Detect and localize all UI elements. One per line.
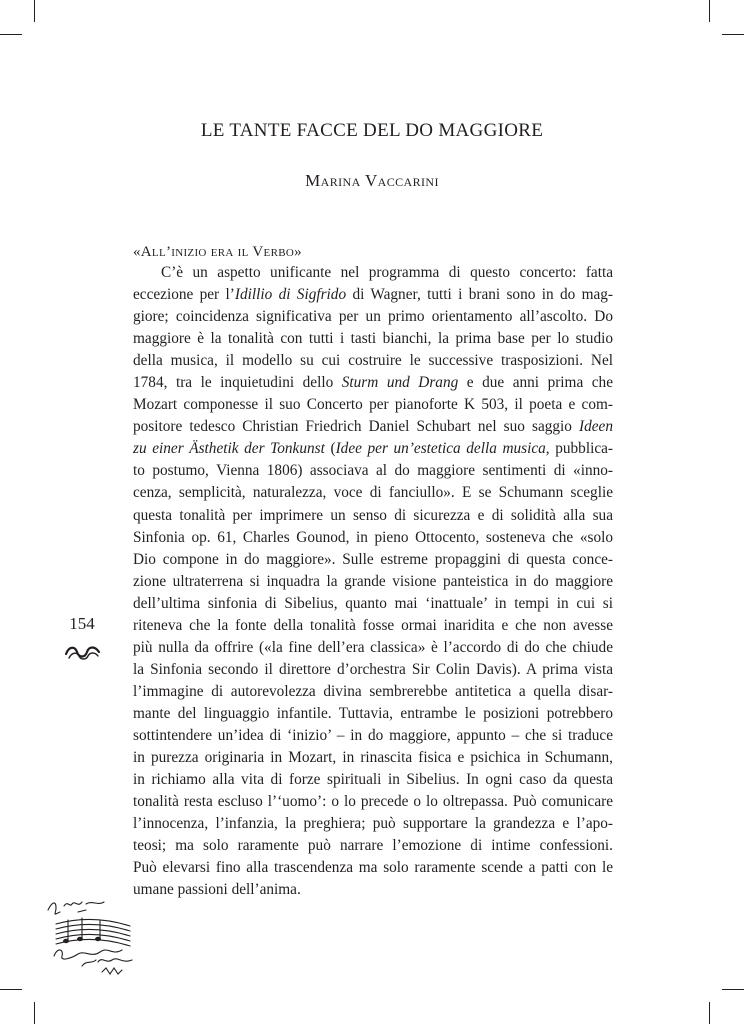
handwritten-signature-with-music-icon: [42, 890, 142, 982]
text-line: to postumo, Vienna 1806) associava al do maggiore sentimenti di «inno-: [133, 462, 613, 480]
italic-title: Sturm und Drang: [341, 374, 459, 392]
wave-ornament-icon: [63, 640, 103, 664]
text-line: 1784, tra le inquietudini dello Sturm und Drang e due anni prima che: [133, 374, 614, 392]
section-heading: «All’inizio era il Verbo»: [133, 244, 302, 260]
text-line: riteneva che la fonte della tonalità fosse ormai inaridita e che non avesse: [133, 616, 613, 634]
crop-mark-top-left-vertical: [34, 0, 35, 22]
text-line: dell’ultima sinfonia di Sibelius, quanto mai ‘inattuale’ in tempi in cui si: [133, 594, 613, 612]
text-line: teosi; ma solo raramente può narrare l’emozione di intime confessioni.: [133, 837, 613, 855]
text-line: Mozart componesse il suo Concerto per pianoforte K 503, il poeta e com-: [133, 396, 613, 414]
text-line: mante del linguaggio infantile. Tuttavia, entrambe le posizioni potrebbero: [133, 704, 613, 722]
text-line: più nulla da offrire («la fine dell’era classica» è l’accordo di do che chiude: [133, 638, 613, 656]
text-line: giore; coincidenza significativa per un primo orientamento all’ascolto. Do: [133, 308, 613, 326]
text-line: positore tedesco Christian Friedrich Daniel Schubart nel suo saggio Ideen: [133, 418, 613, 436]
text-line: cenza, semplicità, naturalezza, voce di fanciullo». E se Schumann sceglie: [133, 484, 613, 502]
text-line: tonalità resta escluso l’‘uomo’: o lo precede o lo oltrepassa. Può comunicare: [133, 793, 613, 811]
text-line: questa tonalità per imprimere un senso di sicurezza e di solidità alla sua: [133, 506, 613, 524]
text-line: sottintendere un’idea di ‘inizio’ – in do maggiore, appunto – che si traduce: [133, 726, 613, 744]
text-line: in purezza originaria in Mozart, in rinascita fisica e psichica in Schumann,: [133, 749, 613, 767]
crop-mark-top-right-vertical: [709, 0, 710, 22]
page-number: 154: [69, 614, 95, 633]
author-name: Marina Vaccarini: [305, 171, 439, 190]
italic-title: Idillio di Sigfrido: [234, 286, 347, 304]
crop-mark-top-right-horizontal: [722, 34, 744, 35]
crop-mark-bottom-right-horizontal: [722, 989, 744, 990]
text-line: della musica, il modello su cui costruire le successive trasposizioni. Nel: [133, 352, 613, 370]
text-line: eccezione per l’Idillio di Sigfrido di Wagner, tutti i brani sono in do mag-: [133, 286, 614, 304]
text-line: zu einer Ästhetik der Tonkunst (Idee per un’estetica della musica, pubblica-: [133, 440, 614, 458]
italic-title: Idee per un’estetica della musica: [335, 440, 546, 458]
crop-mark-bottom-right-vertical: [709, 1002, 710, 1024]
italic-title: zu einer Ästhetik der Tonkunst: [133, 440, 325, 458]
crop-mark-top-left-horizontal: [0, 34, 22, 35]
text-line: umane passioni dell’anima.: [133, 881, 301, 899]
chapter-title: LE TANTE FACCE DEL DO MAGGIORE: [200, 120, 544, 141]
text-line: C’è un aspetto unificante nel programma di questo concerto: fatta: [161, 264, 613, 281]
crop-mark-bottom-left-horizontal: [0, 989, 22, 990]
text-line: l’immagine di autorevolezza divina sembrerebbe antitetica a quella disar-: [133, 682, 613, 700]
body-paragraph: [133, 262, 613, 901]
crop-mark-bottom-left-vertical: [34, 1002, 35, 1024]
text-line: maggiore è la tonalità con tutti i tasti bianchi, la prima base per lo studio: [133, 330, 613, 348]
italic-title: Ideen: [579, 418, 613, 436]
text-line: l’innocenza, l’infanzia, la preghiera; può supportare la grandezza e l’apo-: [133, 815, 613, 833]
text-line: Può elevarsi fino alla trascendenza ma solo raramente scende a patti con le: [133, 859, 613, 877]
text-line: Sinfonia op. 61, Charles Gounod, in pieno Ottocento, sosteneva che «solo: [133, 528, 613, 546]
text-line: Dio compone in do maggiore». Sulle estreme propaggini di questa conce-: [133, 550, 613, 568]
text-line: la Sinfonia secondo il direttore d’orchestra Sir Colin Davis). A prima vista: [133, 660, 613, 678]
text-line: zione ultraterrena si inquadra la grande visione panteistica in do maggiore: [133, 572, 613, 590]
text-line: in richiamo alla vita di forze spirituali in Sibelius. In ogni caso da questa: [133, 771, 613, 789]
